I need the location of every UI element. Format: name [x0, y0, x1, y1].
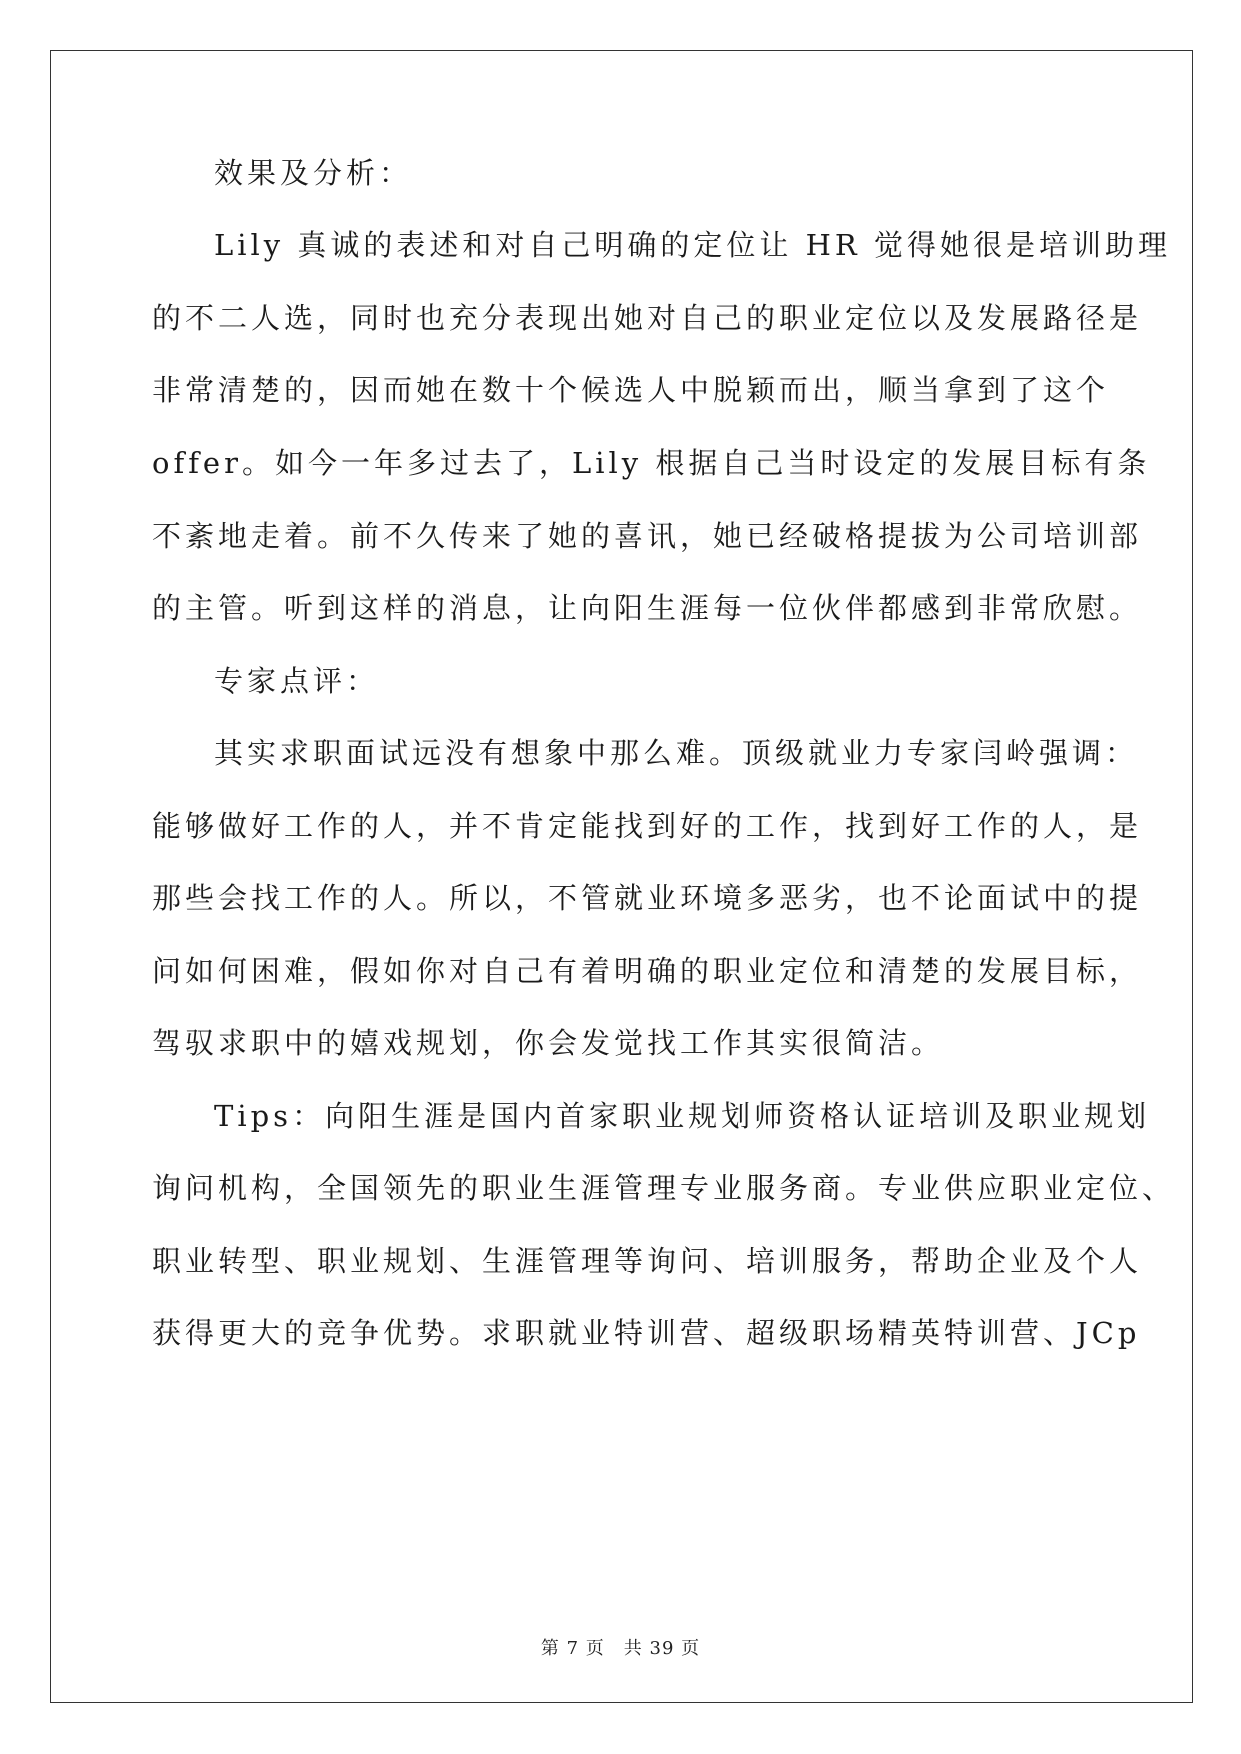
paragraph-line: 询问机构，全国领先的职业生涯管理专业服务商。专业供应职业定位、 [152, 1171, 1176, 1205]
paragraph-line: 不紊地走着。前不久传来了她的喜讯，她已经破格提拔为公司培训部 [152, 519, 1143, 553]
paragraph-line: 其实求职面试远没有想象中那么难。顶级就业力专家闫岭强调： [214, 736, 1139, 770]
paragraph-line: Tips：向阳生涯是国内首家职业规划师资格认证培训及职业规划 [214, 1099, 1151, 1133]
paragraph-line: 获得更大的竞争优势。求职就业特训营、超级职场精英特训营、JCp [152, 1316, 1141, 1350]
paragraph-line: 的主管。听到这样的消息，让向阳生涯每一位伙伴都感到非常欣慰。 [152, 591, 1143, 625]
paragraph-line: offer。如今一年多过去了，Lily 根据自己当时设定的发展目标有条 [152, 446, 1151, 480]
paragraph-line: 驾驭求职中的嬉戏规划，你会发觉找工作其实很简洁。 [152, 1026, 945, 1060]
paragraph-line: 问如何困难，假如你对自己有着明确的职业定位和清楚的发展目标， [152, 954, 1143, 988]
heading-effect-analysis: 效果及分析： [214, 156, 413, 190]
paragraph-line: 那些会找工作的人。所以，不管就业环境多恶劣，也不论面试中的提 [152, 881, 1143, 915]
heading-expert-review: 专家点评： [214, 664, 380, 698]
paragraph-line: 非常清楚的，因而她在数十个候选人中脱颖而出，顺当拿到了这个 [152, 373, 1110, 407]
page-number-footer: 第 7 页 共 39 页 [540, 1638, 701, 1659]
paragraph-line: Lily 真诚的表述和对自己明确的定位让 HR 觉得她很是培训助理 [214, 228, 1171, 262]
paragraph-line: 职业转型、职业规划、生涯管理等询问、培训服务，帮助企业及个人 [152, 1244, 1143, 1278]
paragraph-line: 能够做好工作的人，并不肯定能找到好的工作，找到好工作的人，是 [152, 809, 1143, 843]
paragraph-line: 的不二人选，同时也充分表现出她对自己的职业定位以及发展路径是 [152, 301, 1143, 335]
